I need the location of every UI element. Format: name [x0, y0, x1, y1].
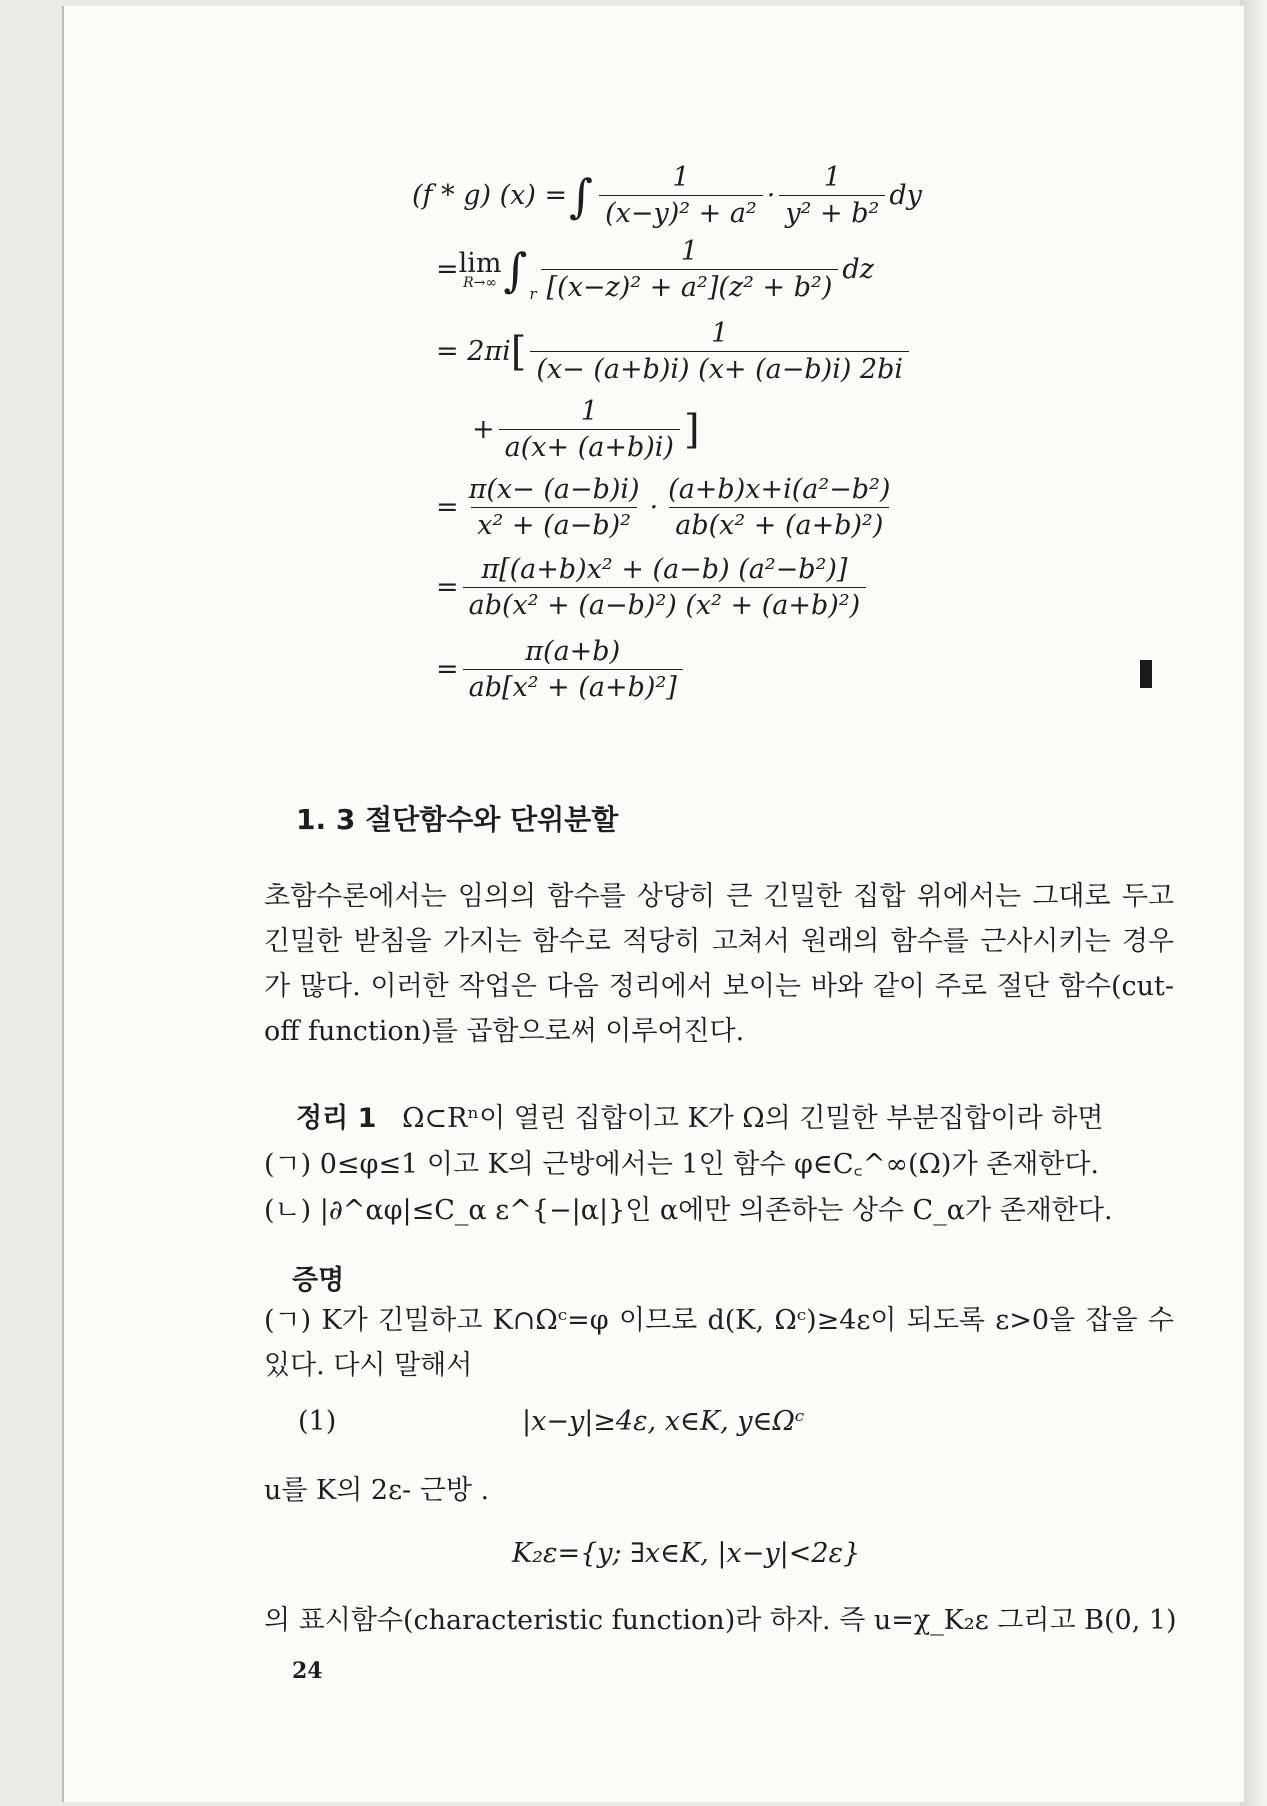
fraction-numerator: (a+b)x+i(a²−b²) — [668, 474, 891, 505]
equation-line-6 — [436, 554, 870, 621]
theorem-label: 정리 1 — [296, 1103, 377, 1134]
eq3-lhs: = 2πi — [436, 336, 511, 367]
differential: dz — [842, 254, 874, 285]
limit-operator — [459, 248, 502, 291]
eq1-fraction-2 — [779, 162, 885, 229]
document-page — [62, 6, 1244, 1802]
intro-paragraph: 초함수론에서는 임의의 함수를 상당히 큰 긴밀한 집합 위에서는 그대로 두고 긴밀한 받침을 가지는 함수로 적당히 고쳐서 원래의 함수를 근사시키는 경우가 많다. 이러한 작업은 다음 정리에서 보이는 바와 같이 주로 절단 함수(cut-off function)를 곱함으로써 이루어진다. — [264, 881, 1183, 1047]
fraction-denominator: ab(x² + (a−b)²) (x² + (a+b)²) — [463, 587, 867, 621]
plus-sign: + — [472, 414, 495, 445]
proof-equation-1: |x−y|≥4ε, x∈K, y∈Ωᶜ — [522, 1406, 805, 1437]
proof-label: 증명 — [292, 1265, 345, 1296]
eq7-fraction — [463, 636, 683, 703]
proof-paragraph-1: (ㄱ) K가 긴밀하고 K∩Ωᶜ=φ 이므로 d(K, Ωᶜ)≥4ε이 되도록 ε>0을 잡을 수 있다. 다시 말해서 — [264, 1305, 1183, 1381]
lim-subscript: R→∞ — [463, 275, 498, 291]
section-heading: 1. 3 절단함수와 단위분할 — [296, 803, 619, 836]
proof-paragraph-2: u를 K의 2ε- 근방 . — [264, 1475, 490, 1506]
integral-sign: ∫ — [569, 168, 594, 223]
eq2-fraction — [541, 236, 839, 303]
eq1-fraction-1 — [599, 162, 763, 229]
equation-line-5 — [436, 474, 900, 541]
page-edge-shadow — [1240, 0, 1267, 1806]
proof-paragraph-3: 의 표시함수(characteristic function)라 하자. 즉 u=χ_K₂ε 그리고 B(0, 1) — [264, 1605, 1177, 1636]
fraction-numerator: 1 — [711, 318, 729, 349]
fraction-numerator: 1 — [580, 396, 598, 427]
fraction-denominator: ab(x² + (a+b)²) — [669, 507, 889, 541]
fraction-numerator: π[(a+b)x² + (a−b) (a²−b²)] — [481, 554, 848, 585]
eq4-fraction — [499, 396, 680, 463]
equation-number: (1) — [298, 1406, 337, 1437]
fraction-denominator: (x− (a+b)i) (x+ (a−b)i) 2bi — [530, 351, 909, 385]
equation-line-2 — [436, 236, 874, 303]
dot-operator: · — [766, 180, 776, 211]
fraction-numerator: 1 — [680, 236, 699, 267]
dot-operator: · — [649, 492, 659, 523]
eq5-fraction-1 — [463, 474, 646, 541]
eq3-fraction — [530, 318, 909, 385]
differential: dy — [889, 180, 922, 211]
equals-sign: = — [436, 654, 459, 685]
integral-sign: ∫ — [503, 242, 528, 297]
equation-line-3 — [436, 318, 913, 385]
fraction-denominator: [(x−z)² + a²](z² + b²) — [541, 269, 839, 303]
integral-subscript: r — [529, 285, 537, 303]
left-bracket: [ — [510, 328, 527, 375]
equation-line-7 — [436, 636, 687, 703]
fraction-numerator: 1 — [823, 162, 841, 193]
equation-line-4 — [472, 396, 700, 463]
equation-line-1 — [412, 162, 922, 229]
fraction-denominator: (x−y)² + a² — [599, 195, 763, 229]
page-number: 24 — [292, 1658, 323, 1684]
theorem-statement: Ω⊂Rⁿ이 열린 집합이고 K가 Ω의 긴밀한 부분집합이라 하면 — [402, 1103, 1104, 1134]
eq5-fraction-2 — [662, 474, 896, 541]
equals-sign: = — [436, 572, 459, 603]
eq1-lhs: (f * g) (x) = — [412, 180, 568, 211]
qed-tombstone-icon — [1140, 660, 1152, 688]
fraction-denominator: y² + b² — [779, 195, 885, 229]
fraction-denominator: x² + (a−b)² — [471, 507, 637, 541]
fraction-denominator: ab[x² + (a+b)²] — [463, 669, 683, 703]
fraction-numerator: π(a+b) — [525, 636, 621, 667]
theorem-item-a: (ㄱ) 0≤φ≤1 이고 K의 근방에서는 1인 함수 φ∈C꜀^∞(Ω)가 존재한다. — [264, 1149, 1100, 1180]
equals-sign: = — [436, 254, 459, 285]
fraction-denominator: a(x+ (a+b)i) — [499, 429, 680, 463]
proof-equation-2: K₂ε={y; ∃x∈K, |x−y|<2ε} — [512, 1538, 861, 1569]
theorem-statement-line — [296, 1096, 1103, 1135]
right-bracket: ] — [683, 406, 700, 453]
fraction-numerator: 1 — [672, 162, 690, 193]
lim-text: lim — [458, 248, 502, 279]
theorem-item-b: (ㄴ) |∂^αφ|≤C_α ε^{−|α|}인 α에만 의존하는 상수 C_α가 존재한다. — [264, 1195, 1113, 1226]
equals-sign: = — [436, 492, 459, 523]
fraction-numerator: π(x− (a−b)i) — [468, 474, 640, 505]
eq6-fraction — [463, 554, 867, 621]
